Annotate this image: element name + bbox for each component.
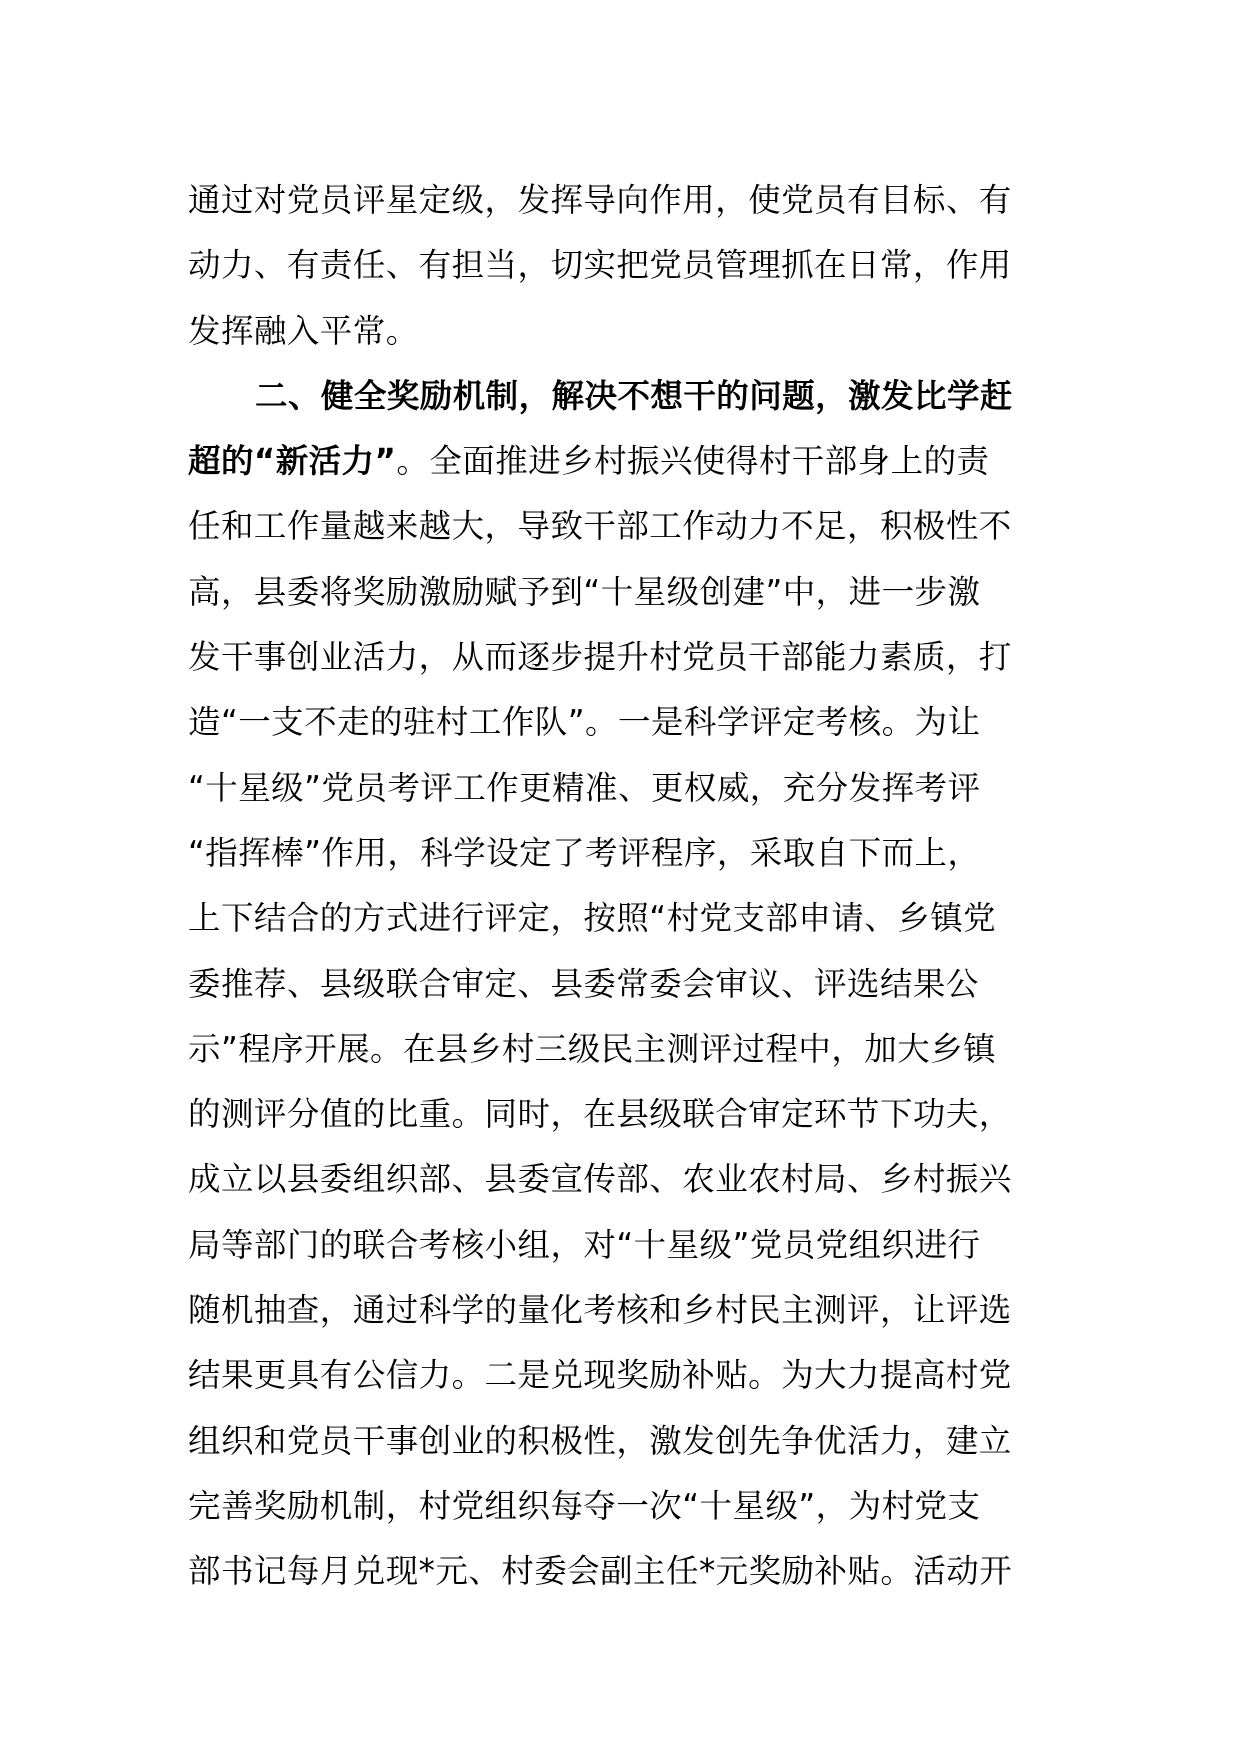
text-line: 任和工作量越来越大，导致干部工作动力不足，积极性不	[188, 507, 1012, 546]
body-text	[188, 168, 1054, 1605]
text-line: 示”程序开展。在县乡村三级民主测评过程中，加大乡镇	[188, 1029, 997, 1068]
text-line: 部书记每月兑现*元、村委会副主任*元奖励补贴。活动开	[188, 1552, 1013, 1591]
section-heading: 二、健全奖励机制，解决不想干的问题，激发比学赶	[255, 376, 1013, 415]
text-line: “十星级”党员考评工作更精准、更权威，充分发挥考评	[188, 768, 981, 807]
text-line: 随机抽查，通过科学的量化考核和乡村民主测评，让评选	[188, 1291, 1012, 1330]
text-line: 委推荐、县级联合审定、县委常委会审议、评选结果公	[188, 964, 979, 1003]
text-line: 动力、有责任、有担当，切实把党员管理抓在日常，作用	[188, 246, 1012, 285]
section-heading-end: 超的“新活力”	[188, 442, 397, 481]
text-line: 高，县委将奖励激励赋予到“十星级创建”中，进一步激	[188, 572, 981, 611]
paragraph-text: 。全面推进乡村振兴使得村干部身上的责	[396, 442, 990, 481]
text-line: 的测评分值的比重。同时，在县级联合审定环节下功夫，	[188, 1095, 1012, 1134]
text-line: 局等部门的联合考核小组，对“十星级”党员党组织进行	[188, 1225, 981, 1264]
text-line: 造“一支不走的驻村工作队”。一是科学评定考核。为让	[188, 703, 981, 742]
text-line: 上下结合的方式进行评定，按照“村党支部申请、乡镇党	[188, 899, 997, 938]
text-line: 成立以县委组织部、县委宣传部、农业农村局、乡村振兴	[188, 1160, 1012, 1199]
text-line: 完善奖励机制，村党组织每夺一次“十星级”，为村党支	[188, 1486, 981, 1525]
text-line: 通过对党员评星定级，发挥导向作用，使党员有目标、有	[188, 181, 1012, 219]
text-line: 发干事创业活力，从而逐步提升村党员干部能力素质，打	[188, 638, 1012, 677]
text-line: 结果更具有公信力。二是兑现奖励补贴。为大力提高村党	[188, 1356, 1012, 1395]
text-line: 发挥融入平常。	[188, 311, 419, 350]
section-heading-continued	[188, 429, 1054, 494]
text-line: “指挥棒”作用，科学设定了考评程序，采取自下而上，	[188, 833, 981, 872]
text-line: 组织和党员干事创业的积极性，激发创先争优活力，建立	[188, 1421, 1012, 1460]
